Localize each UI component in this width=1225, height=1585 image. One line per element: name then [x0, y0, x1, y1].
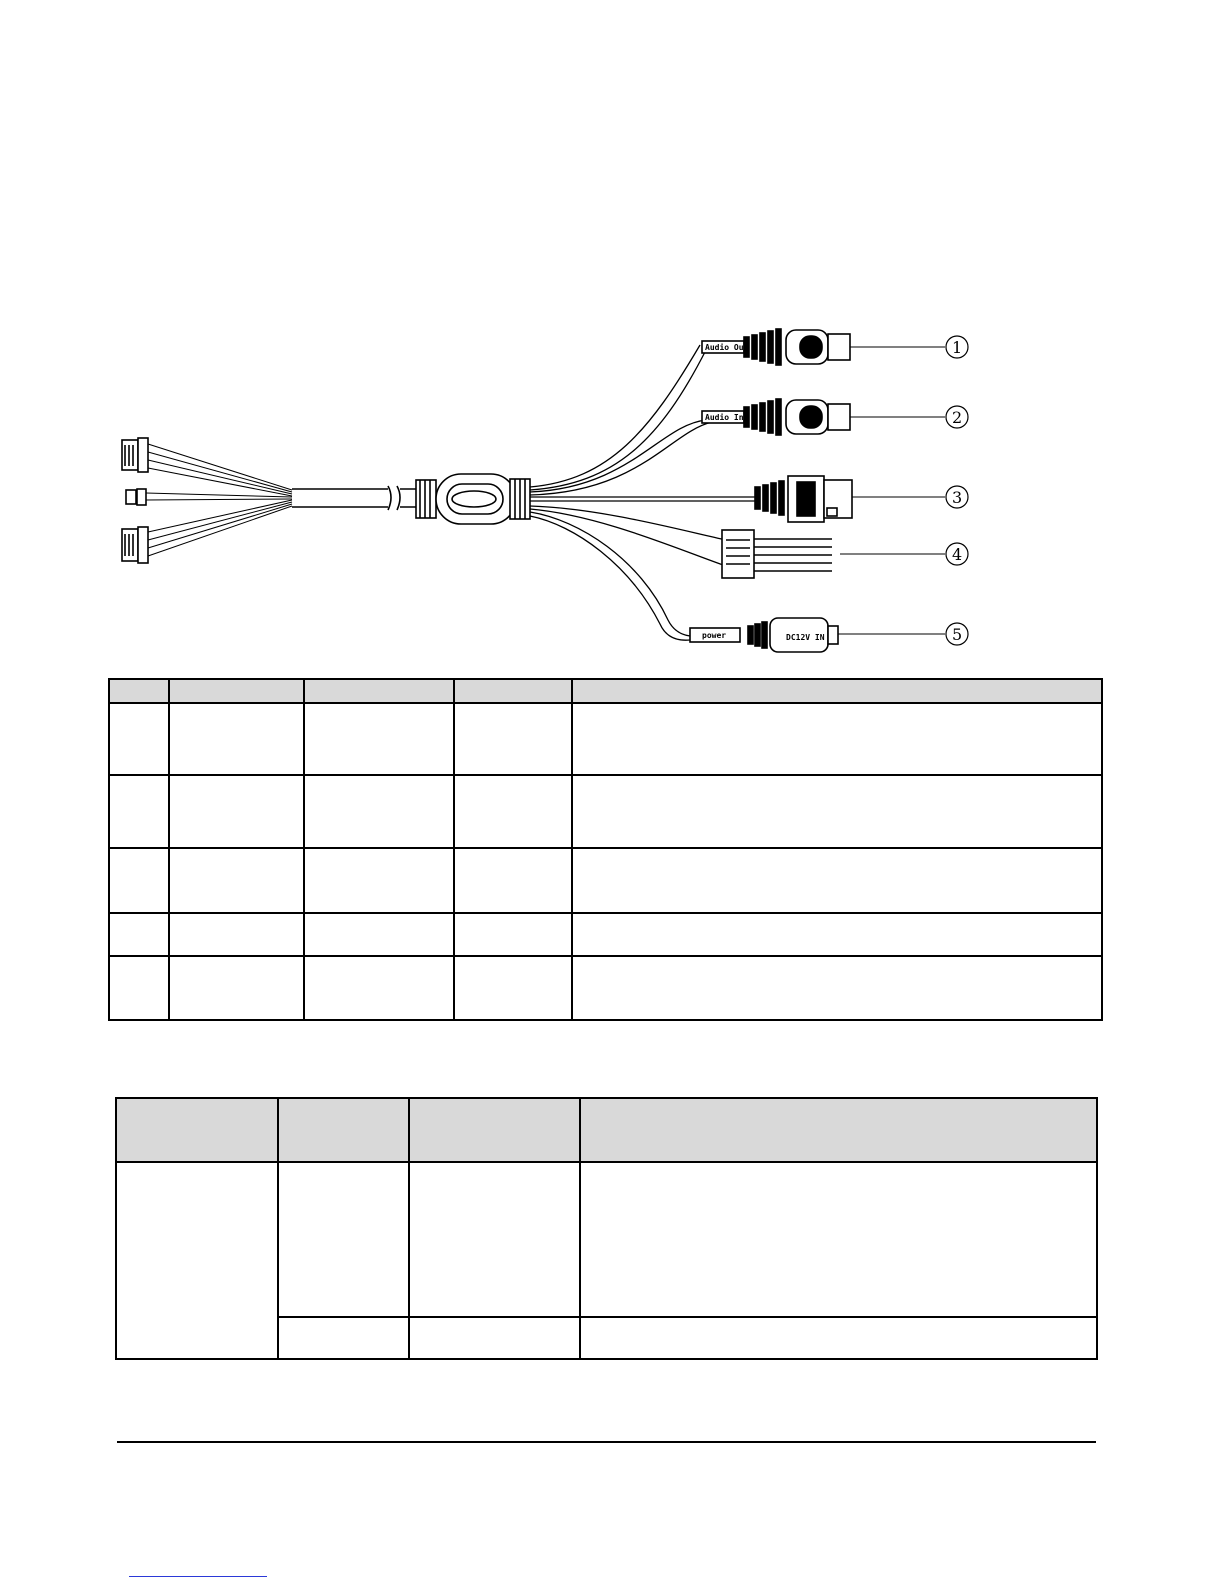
- header-cell: [580, 1098, 1097, 1162]
- table-cell: [409, 1317, 580, 1359]
- header-cell: [109, 679, 169, 703]
- network-connector: [755, 476, 945, 522]
- audio-in-label: Audio In: [705, 413, 744, 422]
- branch-cables: [530, 345, 755, 640]
- table-cell: [454, 956, 572, 1020]
- table-cell: [109, 956, 169, 1020]
- callout-5: 5: [952, 625, 963, 644]
- table-cell: [304, 848, 454, 913]
- table-cell: [109, 848, 169, 913]
- header-cell: [454, 679, 572, 703]
- io-port-table: [115, 1097, 1098, 1360]
- table-cell: [572, 956, 1102, 1020]
- table-cell: [169, 956, 304, 1020]
- io-terminal-block: [722, 530, 945, 578]
- board-connector-top: [122, 438, 148, 472]
- cable-diagram: [0, 0, 1225, 670]
- cable-port-table: [108, 678, 1103, 1021]
- table-cell: [278, 1317, 409, 1359]
- table-cell: [572, 775, 1102, 848]
- table-cell: [454, 775, 572, 848]
- table-row: [116, 1162, 1097, 1317]
- header-cell: [169, 679, 304, 703]
- table-cell: [278, 1162, 409, 1317]
- table-cell: [572, 703, 1102, 775]
- header-cell: [116, 1098, 278, 1162]
- table-cell: [109, 913, 169, 956]
- table-cell: [580, 1162, 1097, 1317]
- header-cell: [304, 679, 454, 703]
- table-cell: [572, 848, 1102, 913]
- table-cell: [169, 775, 304, 848]
- board-connector-bottom: [122, 527, 148, 563]
- table-row: [109, 848, 1102, 913]
- table-header: [116, 1098, 1097, 1162]
- table-cell: [454, 913, 572, 956]
- table-cell: [454, 848, 572, 913]
- table-cell: [409, 1162, 580, 1317]
- callout-4: 4: [952, 545, 963, 564]
- table-header: [109, 679, 1102, 703]
- table-cell: [304, 956, 454, 1020]
- table-cell: [454, 703, 572, 775]
- table-cell: [116, 1162, 278, 1359]
- splitter-body: [416, 474, 530, 524]
- power-label: power: [702, 631, 727, 640]
- table-cell: [304, 913, 454, 956]
- table-cell: [109, 703, 169, 775]
- table-cell: [169, 703, 304, 775]
- table-row: [109, 956, 1102, 1020]
- table-row: [109, 913, 1102, 956]
- audio-out-label: Audio Out: [705, 343, 749, 352]
- table-cell: [169, 913, 304, 956]
- callout-1: 1: [952, 338, 963, 357]
- table-cell: [304, 703, 454, 775]
- footer-link-underline[interactable]: [129, 1576, 267, 1577]
- header-cell: [409, 1098, 580, 1162]
- fanout-wires: [146, 444, 292, 556]
- header-cell: [278, 1098, 409, 1162]
- table-cell: [304, 775, 454, 848]
- callout-3: 3: [952, 488, 963, 507]
- table-row: [109, 703, 1102, 775]
- header-cell: [572, 679, 1102, 703]
- board-connector-middle: [126, 489, 146, 505]
- table-cell: [580, 1317, 1097, 1359]
- callout-2: 2: [952, 408, 963, 427]
- table-cell: [109, 775, 169, 848]
- main-cable: [292, 486, 418, 510]
- power-jack-label: DC12V IN: [786, 633, 825, 642]
- footer-rule: [117, 1441, 1096, 1443]
- table-cell: [169, 848, 304, 913]
- table-row: [109, 775, 1102, 848]
- table-cell: [572, 913, 1102, 956]
